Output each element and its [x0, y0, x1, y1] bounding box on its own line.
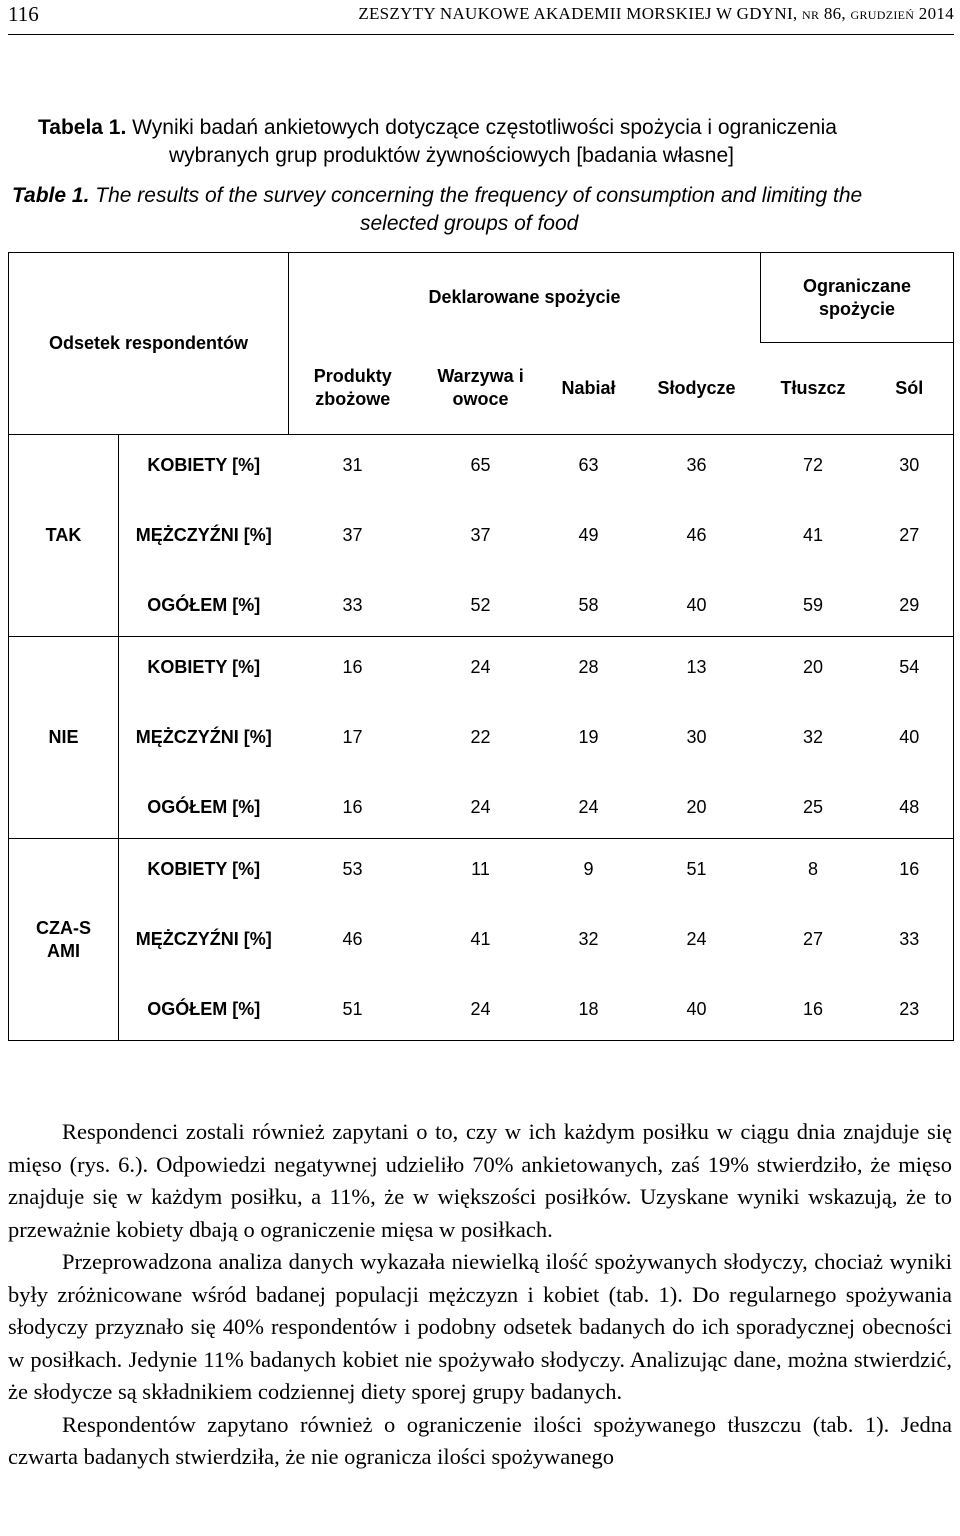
row-label: KOBIETY [%]	[147, 859, 261, 880]
table-cell: 24	[470, 998, 491, 1019]
table-cell: 41	[470, 929, 491, 949]
table-cell: 24	[417, 777, 545, 839]
table-cell: 51	[686, 859, 707, 880]
table-cell: 17	[342, 727, 363, 747]
table-cell: 46	[342, 929, 363, 949]
body-text	[8, 1116, 952, 1474]
col-header-dairy: Nabiał	[545, 343, 633, 435]
table-cell: 22	[470, 727, 491, 747]
table-cell: 24	[470, 657, 491, 678]
table-cell: 40	[633, 575, 761, 637]
table-cell: 29	[866, 575, 954, 637]
table-cell: 25	[761, 777, 866, 839]
table-row	[9, 979, 954, 1041]
table-header-row-1	[9, 253, 954, 343]
header-declared: Deklarowane spożycie	[428, 287, 621, 308]
row-label: MĘŻCZYŹNI [%]	[135, 525, 272, 545]
table-cell: 33	[289, 575, 417, 637]
table-cell: 54	[899, 657, 920, 678]
col-header-cereals: Produkty zbożowe	[289, 343, 417, 435]
page-number: 116	[8, 2, 39, 26]
table-cell: 32	[578, 929, 599, 949]
table-cell: 13	[686, 657, 707, 678]
results-table	[8, 252, 954, 1041]
table-cell: 23	[899, 998, 920, 1019]
row-label: KOBIETY [%]	[147, 455, 261, 476]
table-cell: 37	[342, 525, 363, 545]
table-cell: 11	[471, 859, 490, 880]
paragraph: Respondentów zapytano również o ograniczenie ilości spożywanego tłuszczu (tab. 1). Jedna czwarta badanych stwierdziła, że nie ogranicza ilości spożywanego	[8, 1411, 952, 1469]
table-cell: 8	[808, 859, 819, 880]
table-row	[9, 777, 954, 839]
table-cell: 41	[803, 525, 824, 545]
group-label: TAK	[9, 435, 119, 637]
caption-text-pl-line1: Wyniki badań ankietowych dotyczące częstotliwości spożycia i ograniczenia	[132, 116, 837, 139]
table-caption-english	[12, 182, 952, 238]
paragraph: Przeprowadzona analiza danych wykazała niewielką ilość spożywanych słodyczy, chociaż wyniki były zróżnicowane wśród badanej populacji mężczyzn i kobiet (tab. 1). Do regularnego spożywania słodyczy przyznało się 40% respondentów i podobny odsetek badanych do ich sporadycznej obecności w posiłkach. Jedynie 11% badanych kobiet nie spożywało słodyczy. Analizując dane, można stwierdzić, że słodycze są składnikiem codziennej diety sporej grupy badanych.	[8, 1249, 952, 1404]
table-caption-polish	[38, 114, 950, 170]
table-cell: 16	[803, 998, 824, 1019]
row-label: MĘŻCZYŹNI [%]	[135, 929, 272, 949]
table-cell: 40	[686, 998, 707, 1019]
table-cell: 20	[803, 657, 824, 678]
col-header-fat: Tłuszcz	[761, 343, 866, 435]
table-cell: 46	[686, 525, 707, 545]
table-cell: 36	[686, 455, 707, 476]
table-cell: 51	[342, 998, 363, 1019]
table-cell: 52	[417, 575, 545, 637]
table-row	[9, 575, 954, 637]
table-cell: 19	[578, 727, 599, 747]
row-label: OGÓŁEM [%]	[119, 575, 289, 637]
table-row	[9, 637, 954, 699]
table-row	[9, 839, 954, 901]
table-cell: 24	[686, 929, 707, 949]
table-cell: 27	[803, 929, 824, 949]
table-cell: 72	[803, 455, 824, 476]
caption-label-pl: Tabela 1.	[38, 116, 127, 139]
header-respondents: Odsetek respondentów	[9, 253, 289, 435]
group-label: NIE	[9, 637, 119, 839]
table-cell: 16	[899, 859, 920, 880]
table-row	[9, 435, 954, 497]
table-cell: 20	[633, 777, 761, 839]
table-row	[9, 699, 954, 777]
group-label	[9, 839, 119, 1041]
caption-label-en: Table 1.	[12, 184, 90, 207]
row-label: OGÓŁEM [%]	[147, 998, 261, 1019]
table-cell: 27	[899, 525, 920, 545]
table-cell: 58	[545, 575, 633, 637]
paragraph: Respondenci zostali również zapytani o to, czy w ich każdym posiłku w ciągu dnia znajduje się mięso (rys. 6.). Odpowiedzi negatywnej udzieliło 70% ankietowanych, zaś 19% stwierdziło, że mięso znajduje się w każdym posiłku, a 11%, że w większości posiłków. Uzyskane wyniki wskazują, że to przeważnie kobiety dbają o ograniczenie mięsa w posiłkach.	[8, 1119, 952, 1242]
table-cell: 9	[583, 859, 594, 880]
caption-text-en-line2: selected groups of food	[360, 212, 579, 235]
caption-text-pl-line2: wybranych grup produktów żywnościowych [badania własne]	[169, 144, 734, 167]
table-cell: 16	[289, 777, 417, 839]
row-label: OGÓŁEM [%]	[119, 777, 289, 839]
caption-text-en-line1: The results of the survey concerning the frequency of consumption and limiting the	[95, 184, 863, 207]
journal-name: ZESZYTY NAUKOWE AKADEMII MORSKIEJ W GDYNI, nr 86, grudzień 2014	[358, 4, 954, 23]
row-label: KOBIETY [%]	[147, 657, 261, 678]
table-cell: 48	[866, 777, 954, 839]
row-label: MĘŻCZYŹNI [%]	[135, 727, 272, 747]
header-limited: Ograniczane spożycie	[761, 253, 954, 343]
table-cell: 65	[470, 455, 491, 476]
table-cell: 18	[578, 998, 599, 1019]
col-header-sweets: Słodycze	[633, 343, 761, 435]
col-header-salt: Sól	[866, 343, 954, 435]
table-cell: 24	[545, 777, 633, 839]
table-cell: 32	[803, 727, 824, 747]
table-cell: 30	[899, 455, 920, 476]
table-cell: 37	[470, 525, 491, 545]
table-cell: 16	[342, 657, 363, 678]
page-header	[8, 0, 954, 35]
group-label-text: CZA-SAMI	[36, 917, 91, 961]
table-row	[9, 901, 954, 979]
table-cell: 49	[578, 525, 599, 545]
table-cell: 53	[342, 859, 363, 880]
table-cell: 33	[899, 929, 920, 949]
table-cell: 63	[578, 455, 599, 476]
table-row	[9, 497, 954, 575]
col-header-vegetables-fruits: Warzywa i owoce	[417, 343, 545, 435]
table-cell: 59	[761, 575, 866, 637]
table-cell: 28	[578, 657, 599, 678]
table-cell: 31	[342, 455, 363, 476]
table-cell: 40	[899, 727, 920, 747]
table-cell: 30	[686, 727, 707, 747]
